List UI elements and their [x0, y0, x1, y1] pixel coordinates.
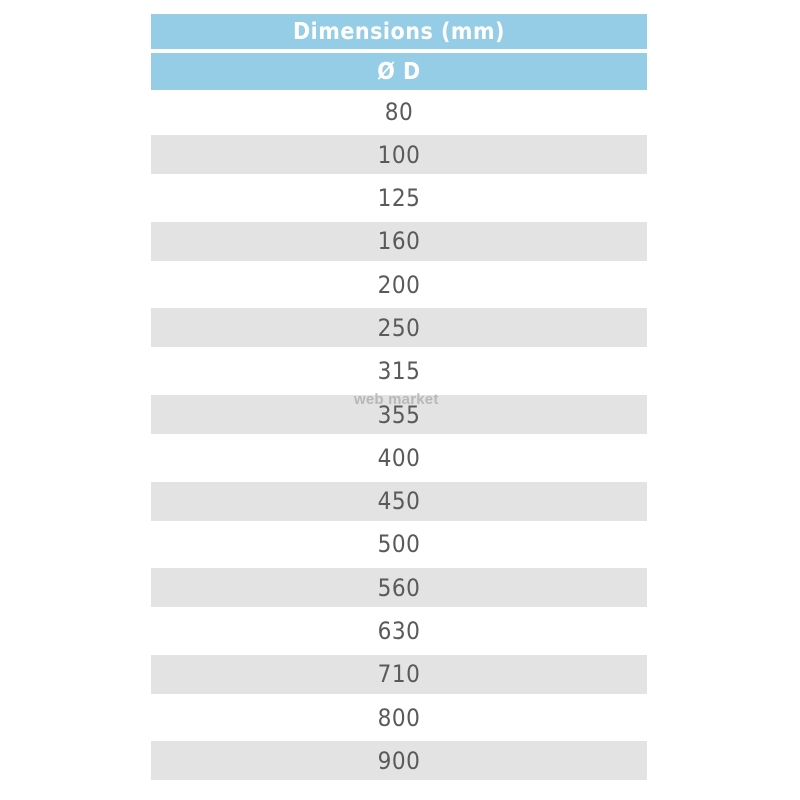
diameter-value: 560 — [377, 573, 421, 602]
table-row — [151, 179, 647, 218]
table-row — [151, 612, 647, 651]
dimensions-table — [151, 14, 647, 785]
table-row — [151, 395, 647, 434]
table-row — [151, 568, 647, 607]
table-row — [151, 482, 647, 521]
diameter-value: 80 — [384, 97, 414, 126]
diameter-value: 630 — [377, 617, 421, 646]
table-row — [151, 525, 647, 564]
diameter-value: 710 — [377, 660, 421, 689]
table-row — [151, 741, 647, 780]
diameter-value: 200 — [377, 270, 421, 299]
diameter-value: 400 — [377, 443, 421, 472]
table-row — [151, 438, 647, 477]
watermark: web market — [354, 391, 439, 408]
table-row — [151, 265, 647, 304]
table-body — [151, 92, 647, 780]
diameter-value: 160 — [377, 227, 421, 256]
table-row — [151, 655, 647, 694]
table-row — [151, 698, 647, 737]
column-header-diameter: Ø D — [151, 53, 647, 90]
diameter-value: 250 — [377, 313, 421, 342]
table-row — [151, 92, 647, 131]
diameter-value: 500 — [377, 530, 421, 559]
diameter-value: 450 — [377, 487, 421, 516]
table-row — [151, 135, 647, 174]
diameter-value: 315 — [377, 357, 421, 386]
diameter-value: 125 — [377, 184, 421, 213]
table-row — [151, 352, 647, 391]
diameter-value: 355 — [377, 400, 421, 429]
table-row — [151, 308, 647, 347]
diameter-value: 100 — [377, 140, 421, 169]
table-row — [151, 222, 647, 261]
diameter-value: 900 — [377, 746, 421, 775]
table-title: Dimensions (mm) — [151, 14, 647, 49]
diameter-value: 800 — [377, 703, 421, 732]
